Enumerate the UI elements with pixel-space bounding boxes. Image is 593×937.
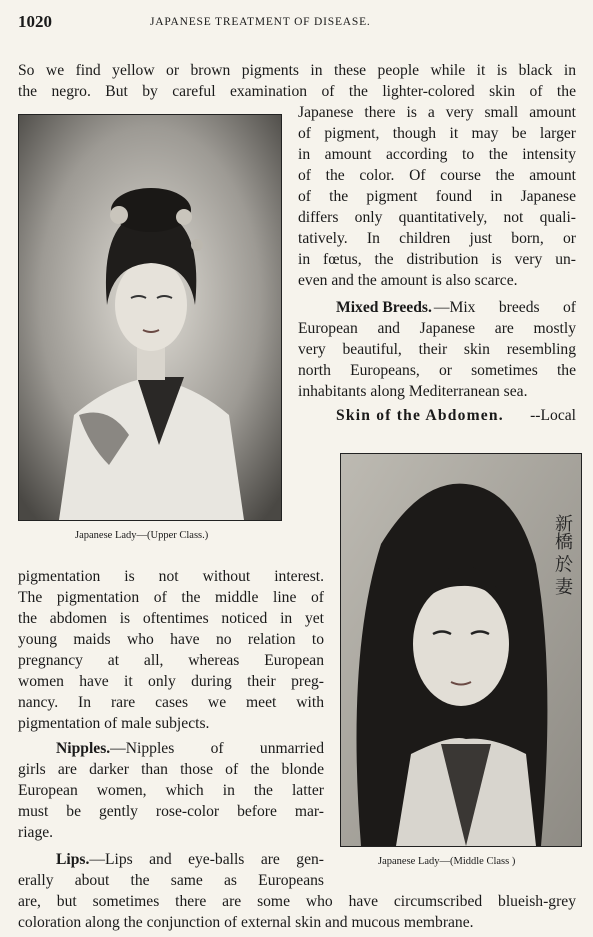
right-line-4: of the color. Of course the amount [298, 167, 576, 184]
left-line-2: The pigmentation of the middle line of [18, 589, 324, 606]
mixed-breeds-lead: —Mix breeds of [433, 299, 576, 316]
nipples-lead: —Nipples of unmarried [110, 740, 324, 757]
right-line-1: Japanese there is a very small amount [298, 104, 576, 121]
mixed-line-4: inhabitants along Mediterranean sea. [298, 383, 528, 400]
photo-middle-class-lady [340, 453, 582, 847]
left-line-1: pigmentation is not without interest. [18, 568, 324, 585]
nipples-line-2: European women, which in the latter [18, 782, 324, 799]
right-line-3: in amount according to the intensity [298, 146, 576, 163]
mixed-line-2: very beautiful, their skin resembling [298, 341, 576, 358]
right-line-9: even and the amount is also scarce. [298, 272, 518, 289]
abdomen-heading: Skin of the Abdomen. [336, 407, 504, 424]
caption-upper-class: Japanese Lady—(Upper Class.) [75, 530, 209, 541]
page-number: 1020 [18, 12, 52, 31]
right-line-8: in fœtus, the distribution is very un- [298, 251, 576, 268]
closing-line-2: coloration along the conjunction of external skin and mucous membrane. [18, 914, 474, 931]
photo-inscription: 新橋 於 妻 [553, 514, 573, 595]
intro-line-1: So we find yellow or brown pigments in these people while it is black in [18, 62, 576, 79]
left-line-3: the abdomen is oftentimes noticed in yet [18, 610, 324, 627]
lips-heading: Lips. [56, 851, 90, 868]
mixed-line-1: European and Japanese are mostly [298, 320, 576, 337]
mixed-breeds-first-line [336, 297, 576, 318]
right-line-5: of the pigment found in Japanese [298, 188, 576, 205]
nipples-line-4: riage. [18, 824, 54, 841]
intro-line-2: the negro. But by careful examination of the lighter-colored skin of the [18, 83, 576, 100]
mixed-breeds-heading: Mixed Breeds. [336, 299, 432, 316]
lips-first-line [56, 849, 324, 870]
right-line-7: tatively. In children just born, or [298, 230, 576, 247]
mixed-line-3: north Europeans, or sometimes the [298, 362, 576, 379]
abdomen-first-line [336, 405, 576, 426]
nipples-line-3: must be gently rose-color before mar- [18, 803, 324, 820]
right-line-2: of pigment, though it may be larger [298, 125, 576, 142]
running-title: JAPANESE TREATMENT OF DISEASE. [150, 16, 371, 28]
photo-upper-class-lady [18, 114, 282, 521]
left-line-7: nancy. In rare cases we meet with [18, 694, 324, 711]
nipples-first-line [56, 738, 324, 759]
left-line-4: young maids who have no relation to [18, 631, 324, 648]
caption-middle-class: Japanese Lady—(Middle Class ) [378, 856, 516, 867]
nipples-heading: Nipples. [56, 740, 111, 757]
left-line-8: pigmentation of male subjects. [18, 715, 210, 732]
left-line-6: women have it only during their preg- [18, 673, 324, 690]
lips-line-1: erally about the same as Europeans [18, 872, 324, 889]
abdomen-lead: --Local [530, 407, 576, 424]
nipples-line-1: girls are darker than those of the blonde [18, 761, 324, 778]
left-line-5: pregnancy at all, whereas European [18, 652, 324, 669]
closing-line-1: are, but sometimes there are some who have circumscribed blueish-grey [18, 893, 576, 910]
lips-lead: —Lips and eye-balls are gen- [89, 851, 324, 868]
right-line-6: differs only quantitatively, not quali- [298, 209, 576, 226]
